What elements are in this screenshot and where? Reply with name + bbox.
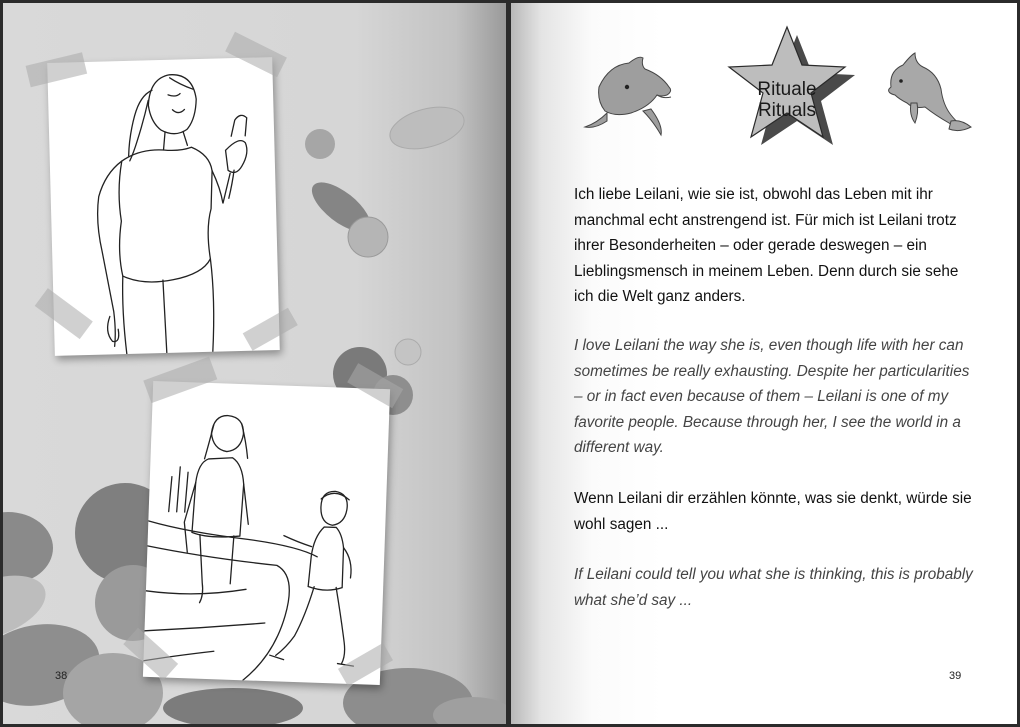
dolphin-right-icon: [889, 53, 971, 131]
header-title-de: Rituale: [757, 79, 817, 100]
illustration-children-playing: [143, 381, 390, 685]
page-number-right: 39: [949, 670, 962, 682]
girl-ice-cream-drawing: [47, 57, 280, 356]
right-page: [511, 3, 1017, 724]
paragraph-en-1: I love Leilani the way she is, even though life with her can sometimes be really exhausting. Despite her particularities – or in fact even because of them – Leilani is one of my favorite people. Because through her, I see the world in a different way.: [574, 337, 970, 456]
illustration-girl-with-ice-cream: [47, 57, 280, 356]
left-page: [3, 3, 506, 724]
header-title-en: Rituals: [757, 100, 817, 121]
page-number-left: 38: [55, 670, 68, 682]
section-header-art: [511, 3, 1017, 173]
paragraph-de-1: Ich liebe Leilani, wie sie ist, obwohl das Leben mit ihr manchmal echt anstrengend ist. Für mich ist Leilani trotz ihrer Besonderheiten – oder gerade deswegen – ein Lieblingsmensch in meinem Leben. Denn durch sie sehe ich die Welt ganz anders.: [574, 186, 959, 305]
paragraph-de-2: Wenn Leilani dir erzählen könnte, was sie denkt, würde sie wohl sagen ...: [574, 490, 972, 533]
paragraph-en-2: If Leilani could tell you what she is thinking, this is probably what she’d say ...: [574, 566, 973, 609]
children-playing-drawing: [143, 381, 390, 685]
dolphin-left-icon: [585, 57, 671, 135]
